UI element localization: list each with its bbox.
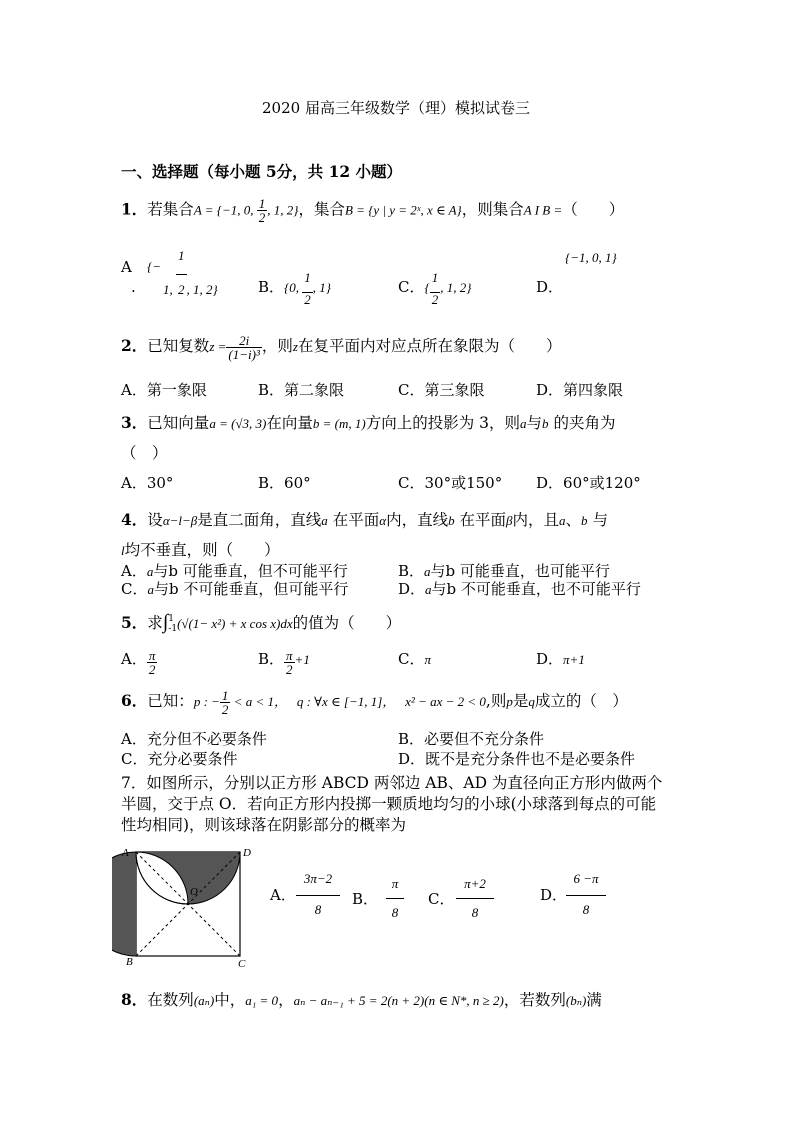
q3-option-d[interactable]: D．60°或120° bbox=[536, 474, 641, 492]
option-text: 与b 不可能垂直，但可能平行 bbox=[153, 580, 349, 598]
q6-text: 已知： bbox=[147, 692, 194, 710]
line-a: a bbox=[559, 513, 566, 528]
q5-option-d[interactable]: D．π+1 bbox=[536, 650, 585, 668]
option-text: 与b 不可能垂直，也不可能平行 bbox=[431, 580, 641, 598]
q5-option-c[interactable]: C．π bbox=[398, 650, 431, 668]
q4-option-c[interactable]: C．a与b 不可能垂直，但可能平行 bbox=[121, 580, 349, 598]
q4-text: 均不垂直，则（ ） bbox=[124, 541, 280, 559]
set-a-expr-tail: , 1, 2} bbox=[267, 202, 299, 218]
q3-text: 与 bbox=[526, 414, 543, 432]
z-var: z bbox=[292, 339, 298, 354]
option-label: A． bbox=[121, 562, 147, 580]
question-2 bbox=[121, 334, 561, 361]
option-label: A bbox=[121, 258, 132, 276]
q3-option-b[interactable]: B．60° bbox=[258, 474, 311, 492]
option-label: D． bbox=[398, 580, 426, 598]
question-number: 2． bbox=[121, 336, 148, 355]
plane-alpha: α bbox=[379, 513, 387, 528]
q2-text: ，则 bbox=[261, 337, 293, 355]
question-8 bbox=[121, 988, 602, 1010]
question-3 bbox=[121, 411, 615, 433]
integrand: (√(1− x²) + x cos x)dx bbox=[177, 616, 293, 631]
q2-text: 已知复数 bbox=[147, 337, 210, 355]
q7-option-a-fraction: 3π−2 8 bbox=[296, 871, 340, 918]
q3-text: 已知向量 bbox=[147, 414, 210, 432]
fraction-half: $\frac{1}{2}$ bbox=[258, 196, 266, 225]
option-label: B． bbox=[258, 650, 285, 668]
question-7-line-3: 性均相同)，则该球落在阴影部分的概率为 bbox=[121, 816, 407, 834]
sequence-a: (aₙ) bbox=[193, 993, 215, 1008]
intersection-expr: A I B = bbox=[523, 202, 563, 218]
q6-text: ,则 bbox=[485, 692, 507, 710]
integral-sign: ∫ bbox=[162, 611, 169, 633]
square-figure bbox=[112, 840, 262, 970]
option-label: C． bbox=[398, 278, 425, 296]
section-heading: 一、选择题（每小题 5分，共 12 小题） bbox=[121, 162, 403, 181]
q4-text: 与 bbox=[587, 511, 608, 529]
question-number: 4． bbox=[121, 510, 148, 529]
question-4-cont bbox=[121, 538, 280, 560]
q1-text: ，则集合 bbox=[461, 200, 524, 219]
line-a: a bbox=[321, 513, 328, 528]
label-o: O bbox=[190, 886, 198, 898]
q5-text: 求 bbox=[147, 614, 163, 632]
z-var: z = bbox=[209, 339, 227, 354]
q1-text: ，集合 bbox=[298, 200, 345, 219]
q8-text: 满 bbox=[586, 991, 602, 1009]
question-7-line-2: 半圆，交于点 O．若向正方形内投掷一颗质地均匀的小球(小球落到每点的可能 bbox=[121, 795, 657, 813]
q1-text: 若集合 bbox=[147, 200, 194, 219]
question-number: 3． bbox=[121, 413, 148, 432]
label-b: B bbox=[126, 956, 133, 968]
question-5 bbox=[121, 611, 401, 634]
set-a-expr: A = {−1, 0, bbox=[193, 202, 257, 218]
q3-text: 在向量 bbox=[266, 414, 313, 432]
q3-option-a[interactable]: A．30° bbox=[121, 474, 174, 492]
line-l: l bbox=[121, 543, 125, 558]
vector-a: a bbox=[520, 416, 527, 431]
q8-text: ， bbox=[278, 991, 294, 1009]
question-1 bbox=[121, 197, 624, 224]
option-label: A． bbox=[121, 650, 147, 668]
sequence-b: (bₙ) bbox=[565, 993, 587, 1008]
q2-option-d[interactable]: D．第四象限 bbox=[536, 381, 624, 399]
q-expr: q : ∀x ∈ [−1, 1]， bbox=[296, 694, 396, 709]
q8-text: ，若数列 bbox=[503, 991, 566, 1009]
q7-option-d-fraction: 6 −π 8 bbox=[566, 871, 606, 918]
q7-option-c-fraction: π+2 8 bbox=[456, 876, 494, 921]
q7-option-c[interactable]: C． bbox=[428, 890, 455, 908]
q4-text: 内，且 bbox=[512, 511, 560, 529]
question-7-line-1: 7．如图所示，分别以正方形 ABCD 两邻边 AB、AD 为直径向正方形内做两个 bbox=[121, 774, 663, 792]
question-6: 6．已知：p : − $\frac{1}{2}$ < a < 1， q : ∀x ∈ [−1, 1]， x² − ax − 2 < 0,则p是q成立的（ ） bbox=[121, 688, 628, 717]
q-var: q bbox=[528, 694, 535, 709]
q3-text: 的夹角为 bbox=[548, 414, 616, 432]
q5-option-b[interactable]: B． $\frac{\pi}{2}$ +1 bbox=[258, 648, 310, 677]
q6-option-c[interactable]: C．充分必要条件 bbox=[121, 750, 238, 768]
question-4 bbox=[121, 508, 608, 530]
vector-b: b bbox=[542, 416, 549, 431]
q7-option-d[interactable]: D． bbox=[540, 886, 568, 904]
q5-option-a[interactable]: A． $\frac{\pi}{2}$ bbox=[121, 648, 156, 677]
q-expr: x² − ax − 2 < 0 bbox=[405, 694, 486, 709]
q7-option-a[interactable]: A． bbox=[270, 886, 296, 904]
q6-text: 成立的（ ） bbox=[534, 692, 628, 710]
q1-option-d-set: {−1, 0, 1} bbox=[565, 250, 617, 265]
option-label: C． bbox=[121, 580, 148, 598]
option-text: 与b 可能垂直，但不可能平行 bbox=[153, 562, 348, 580]
page-title: 2020 届高三年级数学（理）模拟试卷三 bbox=[262, 99, 530, 117]
q8-text: 中， bbox=[214, 991, 246, 1009]
q1-option-a[interactable] bbox=[121, 258, 132, 276]
option-label: B． bbox=[398, 562, 425, 580]
q8-text: 在数列 bbox=[147, 991, 194, 1009]
q6-option-a[interactable]: A．充分但不必要条件 bbox=[121, 730, 267, 748]
question-number: 8． bbox=[121, 990, 148, 1009]
q2-text: 在复平面内对应点所在象限为（ ） bbox=[297, 337, 562, 355]
plane-beta: β bbox=[506, 513, 513, 528]
q6-option-d[interactable]: D．既不是充分条件也不是必要条件 bbox=[398, 750, 636, 768]
q4-text: 在平面 bbox=[327, 511, 380, 529]
question-number: 6． bbox=[121, 691, 148, 710]
q2-option-a[interactable]: A．第一象限 bbox=[121, 381, 207, 399]
q1-option-a-fraction-num: 1 bbox=[178, 248, 185, 263]
q4-option-b[interactable]: B．a与b 可能垂直，也可能平行 bbox=[398, 562, 610, 580]
line-b: b bbox=[581, 513, 588, 528]
answer-blank: （ ） bbox=[562, 200, 625, 219]
q4-option-d[interactable]: D．a与b 不可能垂直，也不可能平行 bbox=[398, 580, 641, 598]
recurrence: aₙ − aₙ₋₁ + 5 = 2(n + 2)(n ∈ N*, n ≥ 2) bbox=[293, 993, 504, 1008]
q1-option-d[interactable]: D． bbox=[536, 278, 564, 296]
p-expr: < a < 1， bbox=[230, 694, 287, 709]
q1-option-a-set: {− bbox=[147, 259, 161, 274]
q1-option-a-dot: . bbox=[131, 278, 136, 296]
q6-option-b[interactable]: B．必要但不充分条件 bbox=[398, 730, 545, 748]
question-number: 1． bbox=[121, 199, 148, 219]
q4-text: 在平面 bbox=[454, 511, 507, 529]
vector-a: a = (√3, 3) bbox=[209, 416, 267, 431]
q4-option-a[interactable]: A．a与b 可能垂直，但不可能平行 bbox=[121, 562, 348, 580]
vector-b: b = (m, 1) bbox=[312, 416, 366, 431]
option-text: 与b 可能垂直，也可能平行 bbox=[430, 562, 610, 580]
answer-blank: （ ） bbox=[121, 444, 168, 462]
initial-term: a₁ = 0 bbox=[245, 993, 279, 1008]
q3-option-c[interactable]: C．30°或150° bbox=[398, 474, 503, 492]
option-label: D． bbox=[536, 650, 564, 668]
option-label: B． bbox=[258, 278, 285, 296]
line-b: b bbox=[448, 513, 455, 528]
q7-option-b-fraction: π 8 bbox=[386, 876, 404, 921]
q7-option-b[interactable]: B． bbox=[352, 890, 379, 908]
label-c: C bbox=[238, 958, 246, 970]
p-var: p bbox=[506, 694, 513, 709]
q1-option-c[interactable]: C．{ $\frac{1}{2}$ , 1, 2} bbox=[398, 270, 472, 307]
left-semicircle bbox=[112, 852, 136, 956]
label-a: A bbox=[122, 847, 129, 859]
q1-option-a-set-rest: 1, 2 , 1, 2} bbox=[163, 274, 218, 298]
integral-bounds: 1 -1 bbox=[168, 614, 178, 634]
q4-text: 内，直线 bbox=[386, 511, 449, 529]
q2-option-b[interactable]: B．第二象限 bbox=[258, 381, 345, 399]
set-b-expr: B = {y | y = 2ˣ, x ∈ A} bbox=[344, 202, 462, 218]
fraction-z: $\frac{2i}{\text{(1−i)³}}$ bbox=[228, 333, 260, 362]
q4-text: 是直二面角，直线 bbox=[197, 511, 322, 529]
label-d: D bbox=[243, 847, 251, 859]
q1-option-b[interactable]: B．{0, $\frac{1}{2}$ , 1} bbox=[258, 270, 331, 307]
q6-text: 是 bbox=[512, 692, 529, 710]
q5-text: 的值为（ ） bbox=[292, 614, 402, 632]
q4-text: 、 bbox=[565, 511, 582, 529]
dihedral-angle: α−l−β bbox=[162, 513, 198, 528]
q2-option-c[interactable]: C．第三象限 bbox=[398, 381, 485, 399]
q3-text: 方向上的投影为 3，则 bbox=[365, 414, 521, 432]
q4-text: 设 bbox=[147, 511, 163, 529]
question-number: 5． bbox=[121, 613, 148, 632]
option-label: C． bbox=[398, 650, 425, 668]
p-expr: p : − bbox=[193, 694, 220, 709]
